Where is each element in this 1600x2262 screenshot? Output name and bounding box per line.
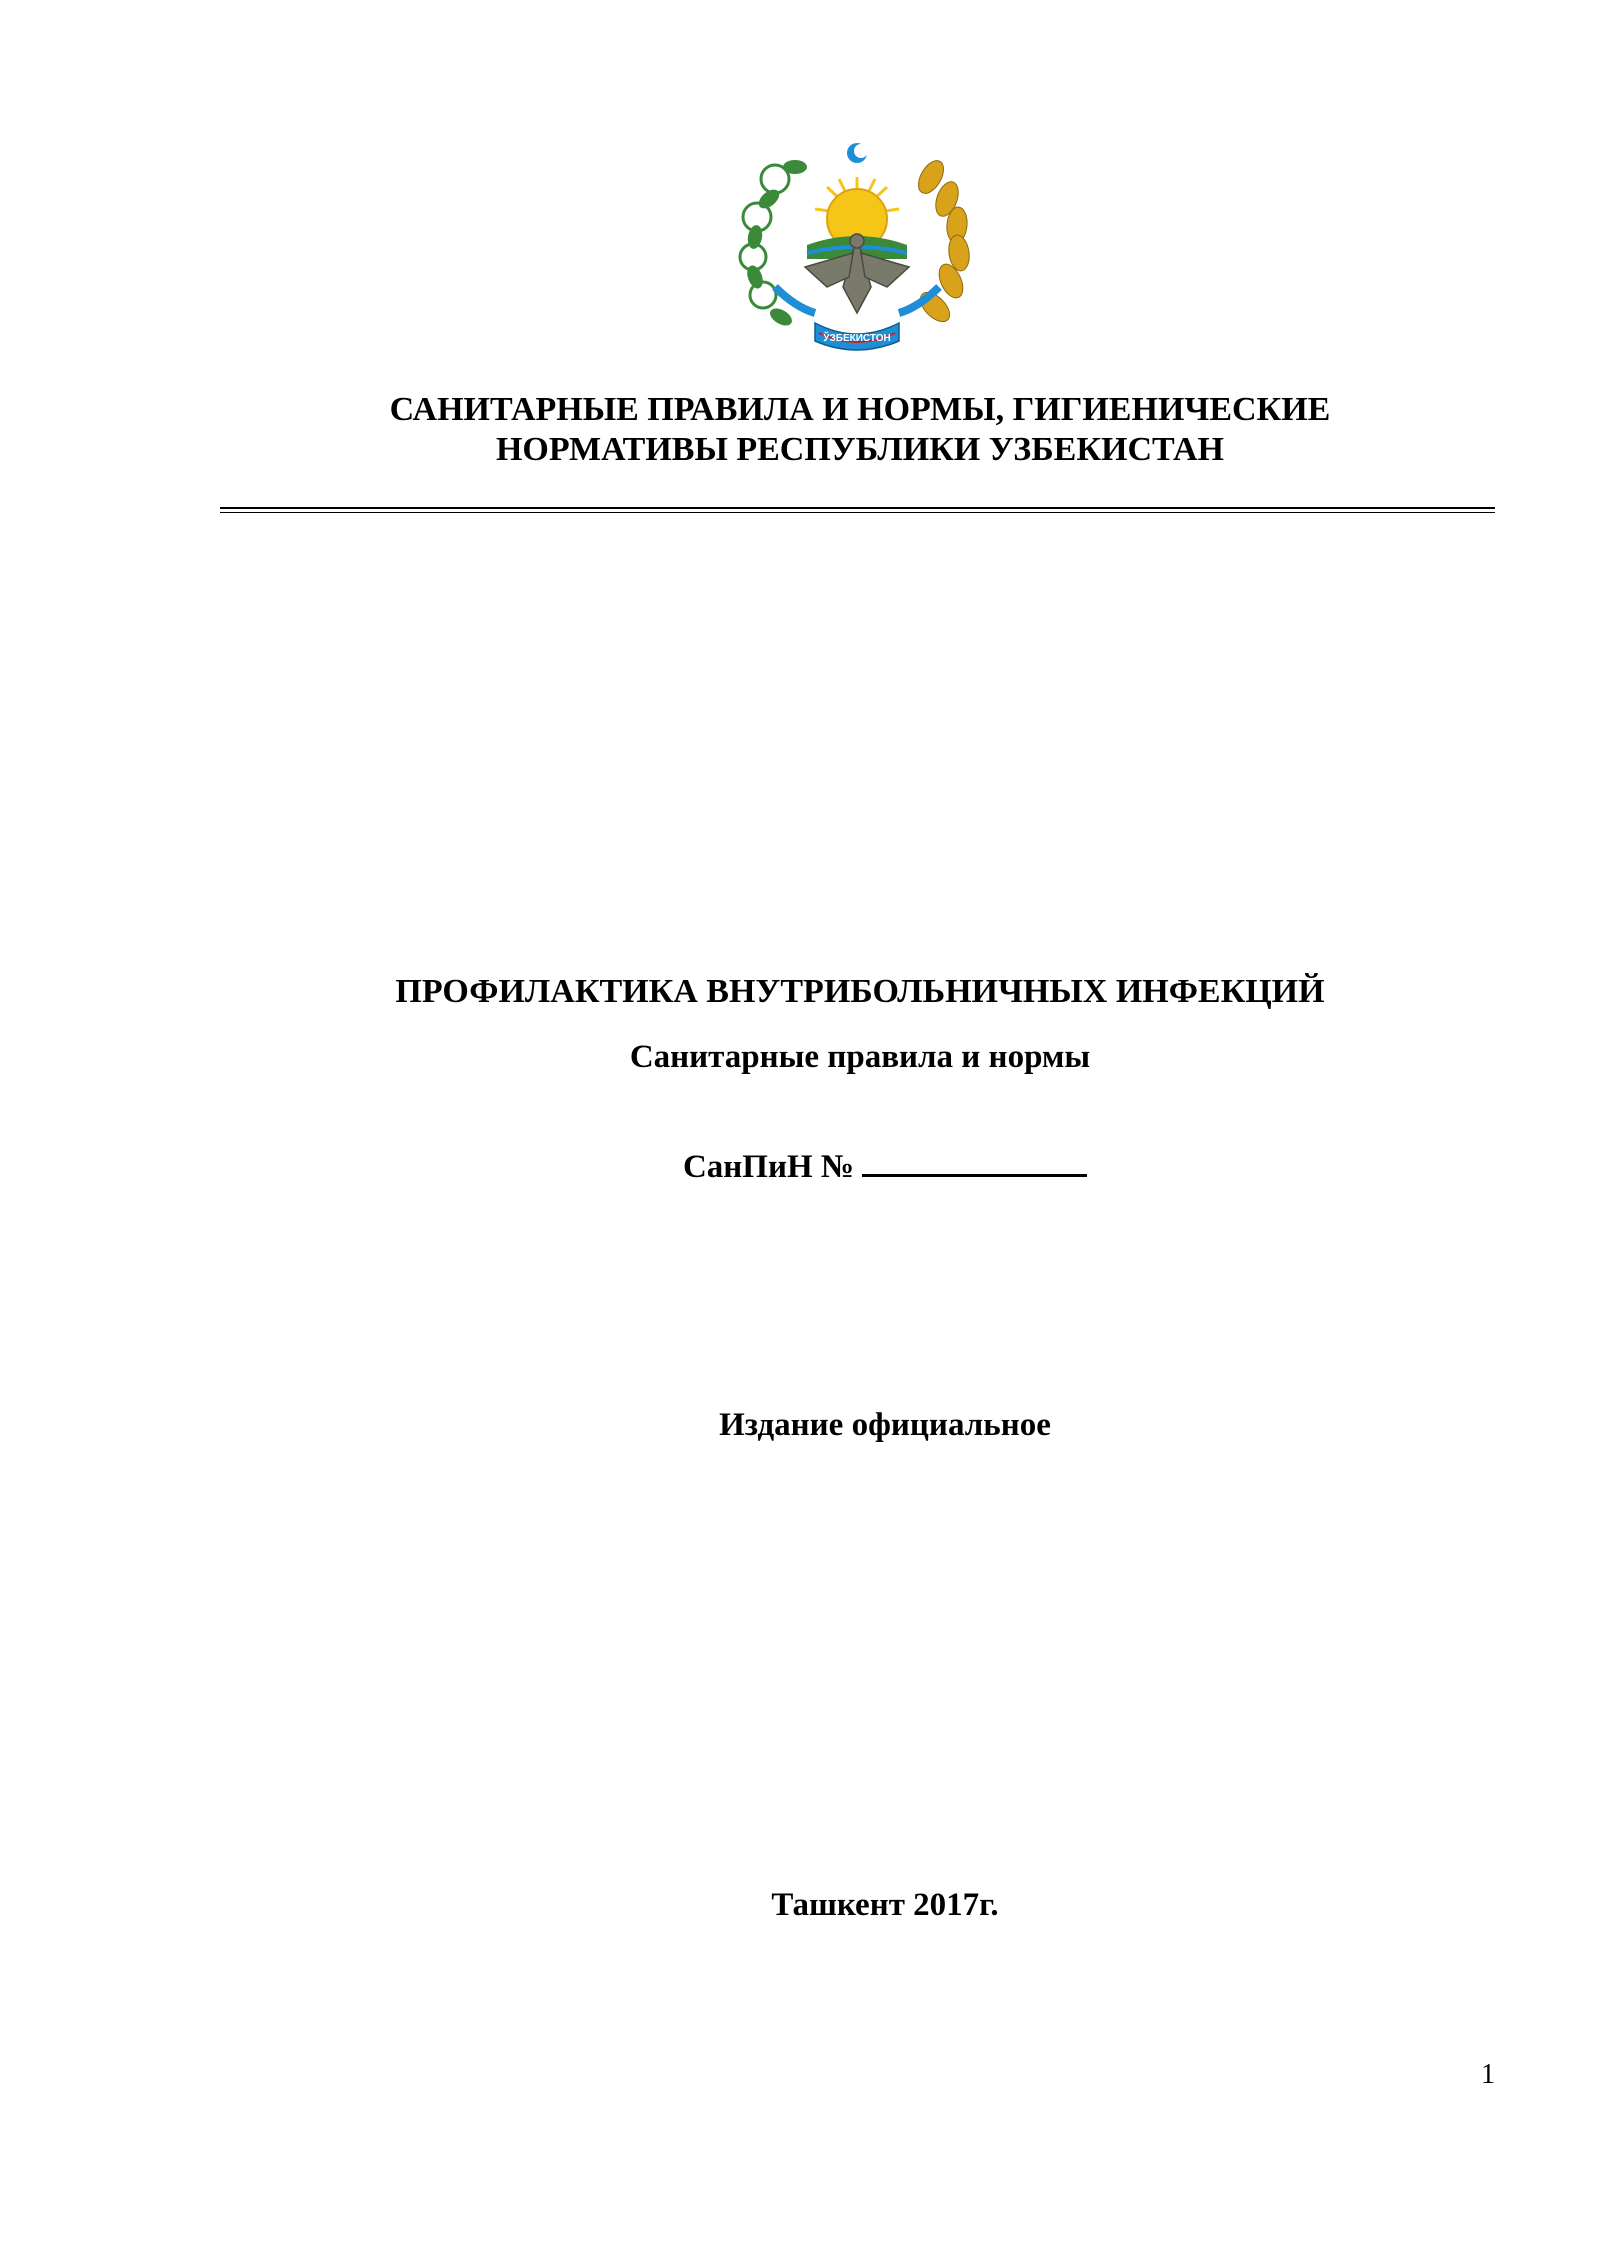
- header-divider: [220, 507, 1495, 513]
- series-header-line-2: НОРМАТИВЫ РЕСПУБЛИКИ УЗБЕКИСТАН: [495, 431, 1224, 468]
- page-number: 1: [1481, 2059, 1495, 2090]
- document-title: ПРОФИЛАКТИКА ВНУТРИБОЛЬНИЧНЫХ ИНФЕКЦИЙ: [395, 973, 1325, 1010]
- city-year: Ташкент 2017г.: [771, 1887, 999, 1923]
- sanpin-label: СанПиН №: [682, 1149, 855, 1185]
- document-subtitle: Санитарные правила и нормы: [629, 1039, 1091, 1075]
- edition-note: Издание официальное: [719, 1407, 1051, 1443]
- series-header: [200, 390, 1520, 470]
- sanpin-number-blank: [862, 1144, 1087, 1177]
- coat-of-arms-icon: [735, 137, 979, 359]
- svg-text:ЎЗБЕКИСТОН: ЎЗБЕКИСТОН: [823, 333, 891, 344]
- series-header-line-1: САНИТАРНЫЕ ПРАВИЛА И НОРМЫ, ГИГИЕНИЧЕСКИЕ: [389, 391, 1331, 428]
- sanpin-number-line: [200, 1144, 1570, 1187]
